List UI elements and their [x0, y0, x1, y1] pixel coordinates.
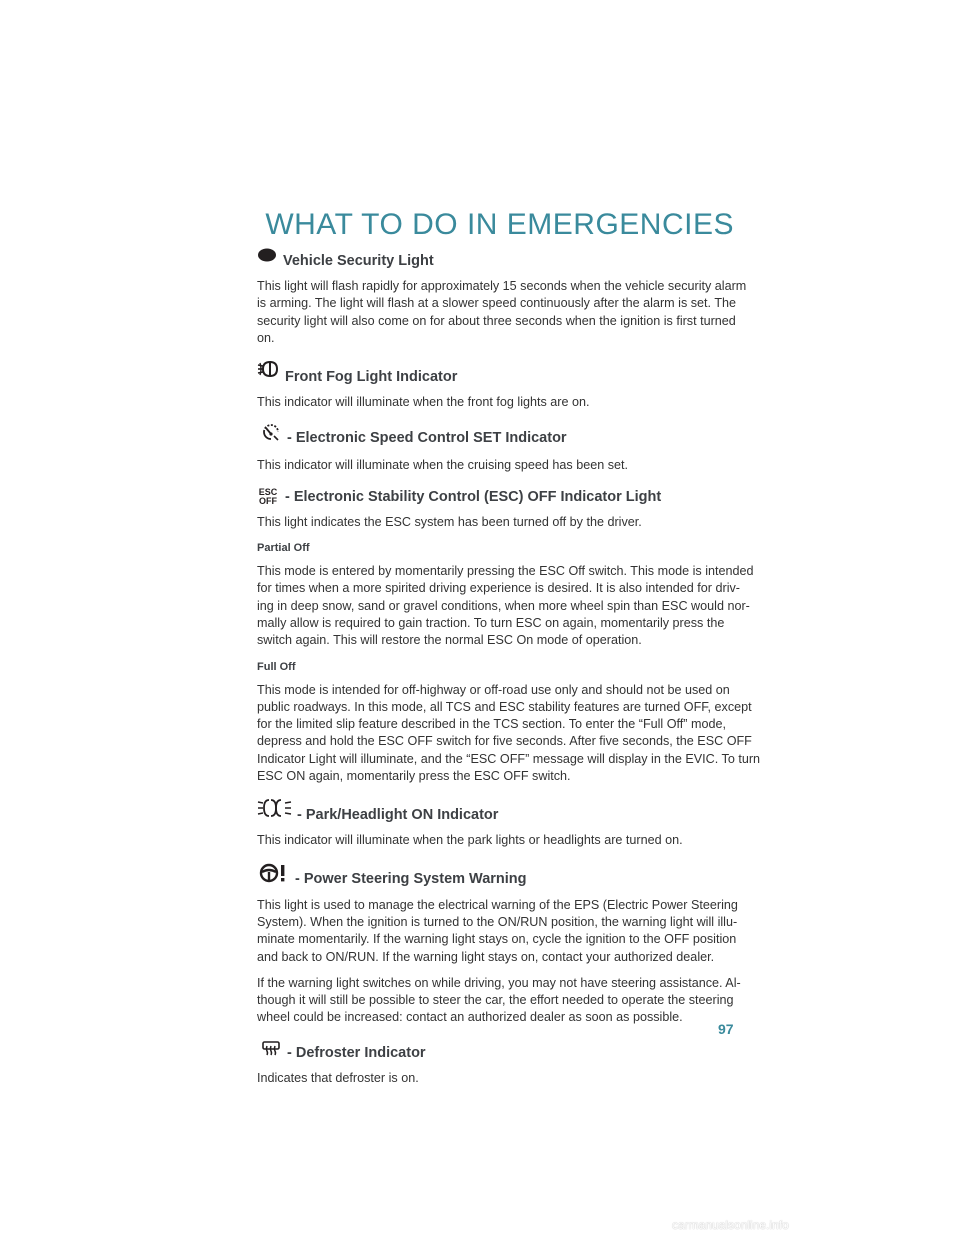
- text-line: depress and hold the ESC OFF switch for five seconds. After five seconds, the ESC OFF: [257, 734, 752, 749]
- defroster-icon: [261, 1039, 281, 1062]
- text-line: and back to ON/RUN. If the warning light stays on, contact your authorized dealer.: [257, 949, 715, 964]
- paragraph: [257, 394, 735, 411]
- text-line: wheel could be increased: contact an authorized dealer as soon as possible.: [257, 1010, 683, 1025]
- esc-off-icon: [257, 488, 279, 506]
- text-line: ESC ON again, momentarily press the ESC OFF switch.: [257, 769, 571, 784]
- text-line: This indicator will illuminate when the front fog lights are on.: [257, 395, 590, 410]
- paragraph: [257, 278, 747, 347]
- section-title: - Power Steering System Warning: [295, 870, 527, 887]
- power-steering-icon: [259, 863, 289, 888]
- section-heading: [257, 797, 735, 824]
- text-line: ing in deep snow, sand or gravel conditions, when more wheel spin than ESC would nor-: [257, 598, 750, 613]
- text-line: minate momentarily. If the warning light stays on, cycle the ignition to the OFF position: [257, 932, 737, 947]
- speed-control-icon: [261, 424, 281, 447]
- page-number: 97: [718, 1021, 734, 1037]
- text-line: This light is used to manage the electrical warning of the EPS (Electric Power Steering: [257, 897, 738, 912]
- text-line: public roadways. In this mode, all TCS and ESC stability features are turned OFF, except: [257, 699, 752, 714]
- text-line: for times when a more spirited driving experience is desired. It is also intended for driv-: [257, 581, 740, 596]
- text-line: This mode is intended for off-highway or off-road use only and should not be used on: [257, 682, 730, 697]
- section-speed-control: [257, 424, 735, 474]
- text-line: mally allow is required to gain traction. To turn ESC on again, momentarily press the: [257, 615, 725, 630]
- section-title: - Electronic Speed Control SET Indicator: [287, 430, 567, 447]
- section-park-headlight: [257, 797, 735, 849]
- section-vehicle-security: [257, 248, 747, 347]
- paragraph: [257, 682, 761, 786]
- section-heading: [257, 248, 735, 270]
- paragraph: [257, 563, 754, 649]
- text-line: System). When the ignition is turned to the ON/RUN position, the warning light will illu-: [257, 914, 738, 929]
- subsection-title: Full Off: [257, 660, 296, 673]
- section-heading: [257, 424, 735, 447]
- paragraph: [257, 457, 735, 474]
- section-title: Front Fog Light Indicator: [285, 369, 458, 386]
- section-title: - Electronic Stability Control (ESC) OFF Indicator Light: [285, 488, 662, 505]
- esc-label: ESC: [258, 486, 278, 497]
- text-line: This mode is entered by momentarily pressing the ESC Off switch. This mode is intended: [257, 564, 754, 579]
- text-line: security light will also come on for about three seconds when the ignition is first turned: [257, 313, 736, 328]
- section-esc-off: [257, 486, 761, 786]
- text-line: This light will flash rapidly for approximately 15 seconds when the vehicle security alarm: [257, 279, 747, 293]
- text-line: If the warning light switches on while driving, you may not have steering assistance. Al-: [257, 975, 741, 990]
- front-fog-light-icon: [257, 359, 281, 386]
- text-line: on.: [257, 330, 275, 345]
- section-defroster: [257, 1039, 735, 1087]
- text-line: though it will still be possible to steer the car, the effort needed to operate the steering: [257, 993, 734, 1008]
- text-line: This indicator will illuminate when the park lights or headlights are turned on.: [257, 833, 683, 848]
- paragraph: [257, 1070, 735, 1087]
- section-heading: [257, 488, 735, 506]
- security-light-icon: [257, 248, 277, 267]
- section-heading: [257, 1039, 735, 1062]
- subsection-title: Partial Off: [257, 542, 310, 555]
- section-power-steering: [257, 863, 741, 1027]
- paragraph: [257, 975, 741, 1027]
- page-content: [257, 248, 761, 1087]
- paragraph: [257, 897, 738, 966]
- paragraph: [257, 832, 735, 849]
- chapter-title: WHAT TO DO IN EMERGENCIES: [265, 208, 734, 241]
- text-line: is arming. The light will flash at a slower speed continuously after the alarm is set. The: [257, 296, 737, 311]
- footer-watermark: carmanualsonline.info: [672, 1218, 789, 1232]
- text-line: switch again. This will restore the normal ESC On mode of operation.: [257, 633, 642, 648]
- paragraph: [257, 514, 735, 531]
- text-line: Indicator Light will illuminate, and the “ESC OFF” message will display in the EVIC. To turn: [257, 751, 761, 766]
- section-front-fog: [257, 359, 735, 411]
- off-label: OFF: [259, 495, 277, 506]
- text-line: This indicator will illuminate when the cruising speed has been set.: [257, 458, 629, 473]
- section-heading: [257, 359, 735, 386]
- section-title: Vehicle Security Light: [283, 253, 434, 269]
- text-line: Indicates that defroster is on.: [257, 1070, 419, 1085]
- section-heading: [257, 863, 735, 888]
- section-title: - Defroster Indicator: [287, 1044, 426, 1061]
- section-title: - Park/Headlight ON Indicator: [297, 807, 499, 824]
- text-line: This light indicates the ESC system has been turned off by the driver.: [257, 514, 642, 529]
- text-line: for the limited slip feature described in the TCS section. To enter the “Full Off” mode,: [257, 717, 726, 732]
- park-headlight-icon: [257, 797, 293, 824]
